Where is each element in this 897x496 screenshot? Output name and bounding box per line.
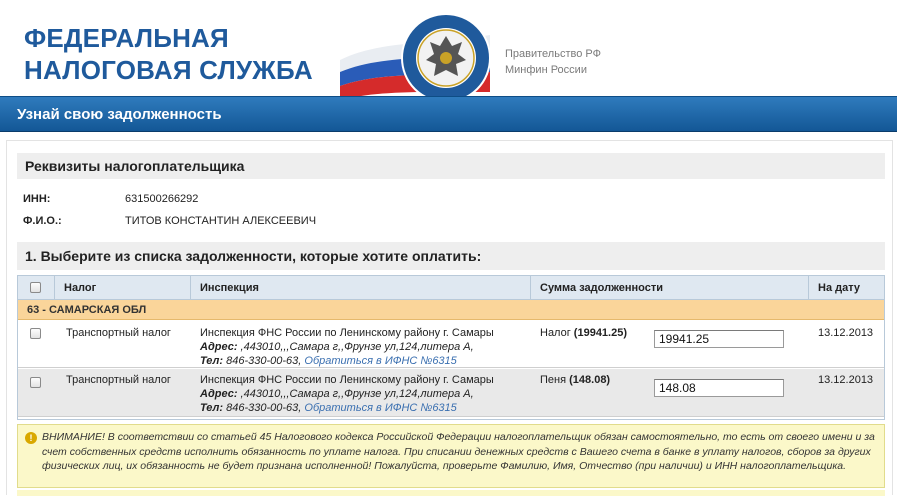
taxpayer-section-header: [17, 153, 885, 179]
bottom-strip: [17, 490, 885, 496]
address-value: ,443010,,,Самара г,,Фрунзе ул,124,литера А,: [237, 341, 474, 353]
phone-value: 846-330-00-63,: [223, 402, 302, 414]
debts-section-title: 1. Выберите из списка задолженности, которые хотите оплатить:: [25, 248, 482, 264]
column-header-amount: Сумма задолженности: [540, 282, 663, 294]
amount-label: [540, 373, 610, 387]
table-row: [18, 369, 884, 417]
debts-section-header: [17, 242, 885, 270]
amount-input[interactable]: [654, 379, 784, 397]
taxpayer-section-title: Реквизиты налогоплательщика: [25, 158, 245, 174]
inspection-name: Инспекция ФНС России по Ленинскому району г. Самары: [200, 374, 494, 386]
amount-bracket: (19941.25): [573, 327, 628, 339]
row-checkbox[interactable]: [30, 377, 41, 388]
service-title-bar: [0, 96, 897, 132]
column-header-inspection: Инспекция: [200, 282, 259, 294]
column-header-tax: Налог: [64, 282, 97, 294]
gov-links: [505, 46, 601, 78]
service-title: Узнай свою задолженность: [17, 106, 222, 123]
warning-box: [17, 424, 885, 488]
inn-value: 631500266292: [125, 193, 199, 205]
gov-link-minfin[interactable]: Минфин России: [505, 64, 587, 76]
address-label: Адрес:: [200, 341, 238, 353]
table-row: [18, 320, 884, 368]
inn-label: ИНН:: [23, 193, 51, 205]
phone-label: Тел:: [200, 402, 224, 414]
amount-type: Пеня: [540, 374, 567, 386]
debts-table: [17, 275, 885, 420]
select-all-checkbox[interactable]: [30, 282, 41, 293]
amount-bracket: (148.08): [569, 374, 611, 386]
contact-inspection-link[interactable]: Обратиться в ИФНС №6315: [304, 355, 457, 367]
column-header-date: На дату: [818, 282, 860, 294]
row-checkbox[interactable]: [30, 328, 41, 339]
address-value: ,443010,,,Самара г,,Фрунзе ул,124,литера А,: [237, 388, 474, 400]
region-group-label: 63 - САМАРСКАЯ ОБЛ: [27, 304, 147, 316]
gov-link-government[interactable]: Правительство РФ: [505, 48, 601, 60]
fns-emblem-icon: [400, 12, 492, 104]
inspection-info: [200, 373, 520, 415]
tax-name: Транспортный налог: [66, 374, 171, 386]
exclamation-icon: !: [25, 432, 37, 444]
tax-name: Транспортный налог: [66, 327, 171, 339]
phone-value: 846-330-00-63,: [223, 355, 302, 367]
inspection-name: Инспекция ФНС России по Ленинскому району г. Самары: [200, 327, 494, 339]
amount-type: Налог: [540, 327, 571, 339]
amount-label: [540, 326, 627, 340]
debt-date: 13.12.2013: [818, 374, 874, 386]
site-header: [0, 0, 897, 96]
region-group-row: [18, 300, 884, 320]
warning-text: ВНИМАНИЕ! В соответствии со статьей 45 Налогового кодекса Российской Федерации налогоплательщик обязан самостоятельно, то есть от своего имени и за счет собственных средств исполнить обязанность по уплате налога. При списании денежных средств с Вашего счета в банке в уплату налогов, сборов за других физических лиц, их обязанность не будет признана исполненной! Пожалуйста, проверьте Фамилию, Имя, Отчество (при наличии) и ИНН налогоплательщика.: [42, 431, 875, 472]
debt-date: 13.12.2013: [818, 327, 874, 339]
amount-input[interactable]: [654, 330, 784, 348]
fio-label: Ф.И.О.:: [23, 215, 62, 227]
address-label: Адрес:: [200, 388, 238, 400]
fio-value: ТИТОВ КОНСТАНТИН АЛЕКСЕЕВИЧ: [125, 215, 317, 227]
main-content: [6, 140, 893, 495]
org-title-line2: НАЛОГОВАЯ СЛУЖБА: [24, 55, 313, 85]
org-title-line1: ФЕДЕРАЛЬНАЯ: [24, 23, 229, 53]
inspection-info: [200, 326, 520, 368]
org-title[interactable]: [24, 22, 313, 86]
table-header: [18, 276, 884, 300]
phone-label: Тел:: [200, 355, 224, 367]
contact-inspection-link[interactable]: Обратиться в ИФНС №6315: [304, 402, 457, 414]
